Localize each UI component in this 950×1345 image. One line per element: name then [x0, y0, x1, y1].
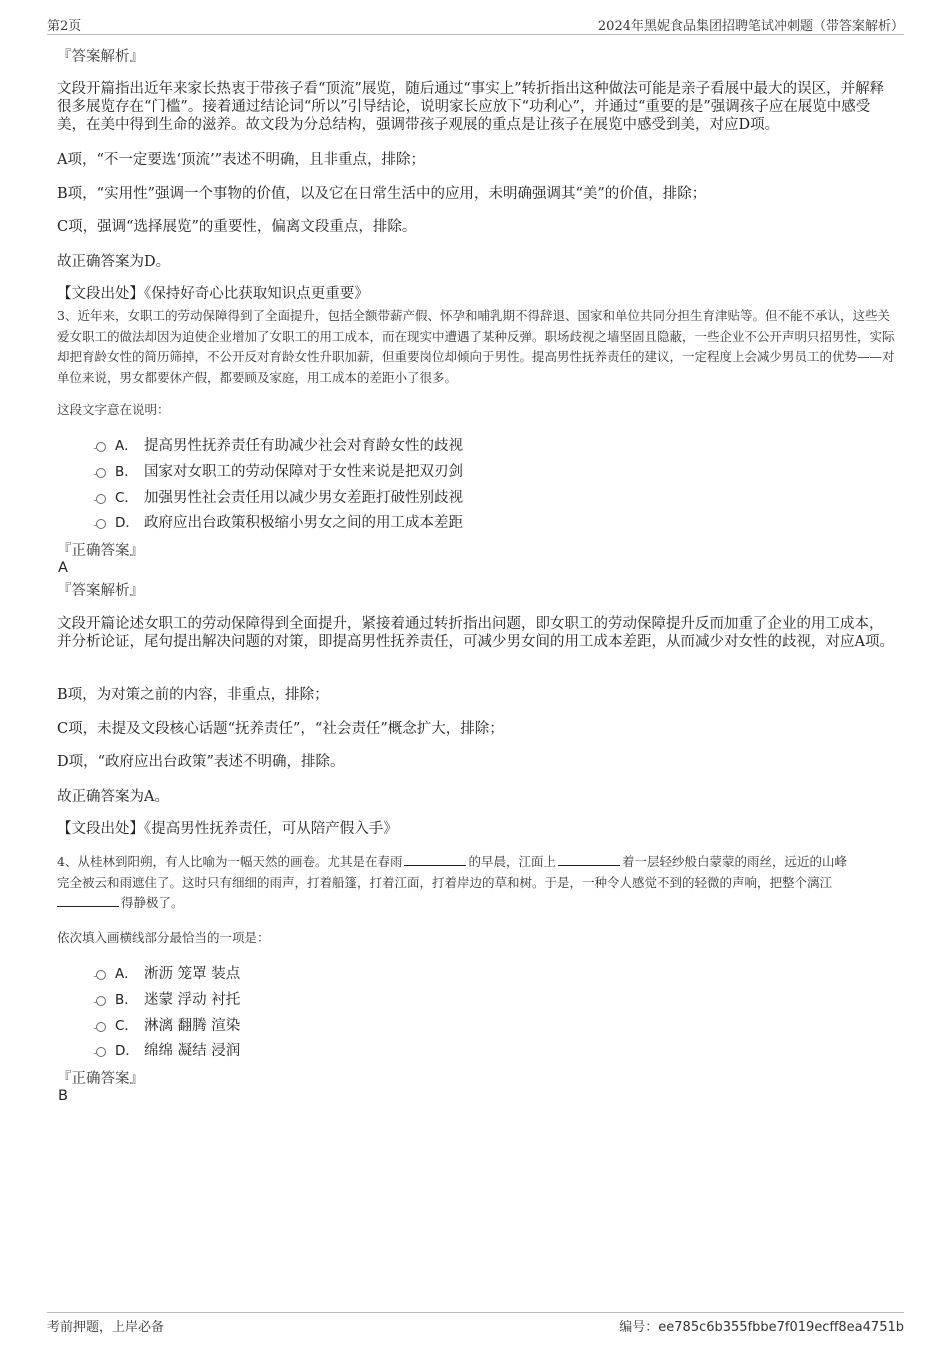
- analysis-conclusion: 故正确答案为A。: [57, 789, 169, 805]
- document-id: 编号：ee785c6b355fbbe7f019ecff8ea4751b: [619, 1320, 904, 1335]
- fill-blank: [558, 853, 620, 866]
- analysis-text: 文段开篇指出近年来家长热衷于带孩子看“顶流”展览，随后通过“事实上”转折指出这种做法可能是亲子看展中最大的误区，并解释很多展览存在“门槛”。接着通过结论词“所以”引导结论，说明家长应放下“功利心”，并通过“重要的是”强调孩子应在展览中感受美，在美中得到生命的滋养。故文段为分总结构，强调带孩子观展的重点是让孩子在展览中感受到美，对应D项。: [57, 81, 885, 133]
- option-text: 提高男性抚养责任有助减少社会对育龄女性的歧视: [144, 438, 463, 454]
- source-citation: 【文段出处】《提高男性抚养责任，可从陪产假入手》: [57, 821, 398, 837]
- page-number: 第2页: [47, 19, 82, 34]
- analysis-conclusion: 故正确答案为D。: [57, 254, 171, 270]
- option-c[interactable]: [96, 487, 796, 509]
- radio-button[interactable]: [96, 442, 106, 452]
- option-text: 国家对女职工的劳动保障对于女性来说是把双刃剑: [144, 464, 463, 480]
- option-text: 淅沥 笼罩 装点: [144, 966, 241, 982]
- correct-answer: A: [58, 560, 68, 576]
- option-b[interactable]: [96, 989, 796, 1011]
- correct-answer-label: 『正确答案』: [57, 1071, 144, 1087]
- radio-button[interactable]: [96, 468, 106, 478]
- option-b[interactable]: [96, 461, 796, 483]
- option-text: 政府应出台政策积极缩小男女之间的用工成本差距: [144, 515, 463, 531]
- fill-blank: [57, 894, 119, 907]
- option-text: 淋漓 翻腾 渲染: [144, 1018, 241, 1034]
- stem-part: 得静极了。: [121, 895, 184, 910]
- option-letter: B．: [115, 464, 138, 480]
- option-letter: D．: [115, 515, 139, 531]
- radio-button[interactable]: [96, 996, 106, 1006]
- radio-button[interactable]: [96, 1047, 106, 1057]
- analysis-note-d: D项，“政府应出台政策”表述不明确，排除。: [57, 754, 345, 770]
- option-letter: C．: [115, 1018, 138, 1034]
- option-letter: A．: [115, 966, 138, 982]
- correct-answer: B: [58, 1088, 68, 1104]
- analysis-label: 『答案解析』: [57, 583, 144, 599]
- question-prompt: 依次填入画横线部分最恰当的一项是：: [57, 930, 270, 945]
- fill-blank: [404, 853, 466, 866]
- option-letter: A．: [115, 438, 138, 454]
- source-citation: 【文段出处】《保持好奇心比获取知识点更重要》: [57, 286, 369, 302]
- option-text: 迷蒙 浮动 衬托: [144, 992, 241, 1008]
- option-letter: C．: [115, 490, 138, 506]
- stem-part: 着一层轻纱般白蒙蒙的雨丝，远近的山峰: [621, 854, 847, 869]
- document-title: 2024年黑妮食品集团招聘笔试冲刺题（带答案解析）: [597, 19, 904, 34]
- radio-button[interactable]: [96, 494, 106, 504]
- stem-part: 4、从桂林到阳朔，有人比喻为一幅天然的画卷。尤其是在春雨: [57, 854, 403, 869]
- option-letter: D．: [115, 1043, 139, 1059]
- analysis-note-c: C项，强调“选择展览”的重要性，偏离文段重点，排除。: [57, 219, 417, 235]
- question-stem: [57, 852, 897, 914]
- option-d[interactable]: [96, 512, 796, 534]
- correct-answer-label: 『正确答案』: [57, 543, 144, 559]
- analysis-note-b: B项，为对策之前的内容，非重点，排除；: [57, 687, 329, 703]
- analysis-text: 文段开篇论述女职工的劳动保障得到全面提升，紧接着通过转折指出问题，即女职工的劳动保障提升反而加重了企业的用工成本，并分析论证，尾句提出解决问题的对策，即提高男性抚养责任，可减少男女间的用工成本差距，从而减少对女性的歧视，对应A项。: [57, 616, 894, 650]
- option-a[interactable]: [96, 435, 796, 457]
- option-c[interactable]: [96, 1015, 796, 1037]
- page-header: [47, 14, 904, 35]
- option-d[interactable]: [96, 1040, 796, 1062]
- analysis-note-a: A项，“不一定要选‘顶流’”表述不明确，且非重点，排除；: [57, 152, 426, 168]
- stem-part: 的早晨，江面上: [468, 854, 556, 869]
- option-text: 加强男性社会责任用以减少男女差距打破性别歧视: [144, 490, 463, 506]
- option-text: 绵绵 凝结 浸润: [144, 1043, 241, 1059]
- stem-part: 完全被云和雨遮住了。这时只有细细的雨声，打着船篷，打着江面，打着岸边的草和树。于是，一种令人感觉不到的轻微的声响，把整个漓江: [57, 874, 833, 890]
- footer-slogan: 考前押题，上岸必备: [47, 1320, 165, 1335]
- analysis-label: 『答案解析』: [57, 49, 144, 65]
- question-prompt: 这段文字意在说明：: [57, 402, 170, 417]
- question-stem: 3、近年来，女职工的劳动保障得到了全面提升，包括全额带薪产假、怀孕和哺乳期不得辞退、国家和单位共同分担生育津贴等。但不能不承认，这些关爱女职工的做法却因为迫使企业增加了女职工的用工成本，而在现实中遭遇了某种反弹。职场歧视之墙坚固且隐蔽，一些企业不公开声明只招男性，实际却把育龄女性的简历筛掉，不公开反对育龄女性升职加薪，但重要岗位却倾向于男性。提高男性抚养责任的建议，一定程度上会减少男员工的优势——对单位来说，男女都要休产假，都要顾及家庭，用工成本的差距小了很多。: [57, 308, 895, 385]
- analysis-note-b: B项，“实用性”强调一个事物的价值，以及它在日常生活中的应用，未明确强调其“美”的价值，排除；: [57, 186, 707, 202]
- option-letter: B．: [115, 992, 138, 1008]
- option-a[interactable]: [96, 963, 796, 985]
- radio-button[interactable]: [96, 970, 106, 980]
- page-footer: [47, 1312, 904, 1335]
- radio-button[interactable]: [96, 1022, 106, 1032]
- analysis-note-c: C项，未提及文段核心话题“抚养责任”，“社会责任”概念扩大，排除；: [57, 721, 504, 737]
- radio-button[interactable]: [96, 519, 106, 529]
